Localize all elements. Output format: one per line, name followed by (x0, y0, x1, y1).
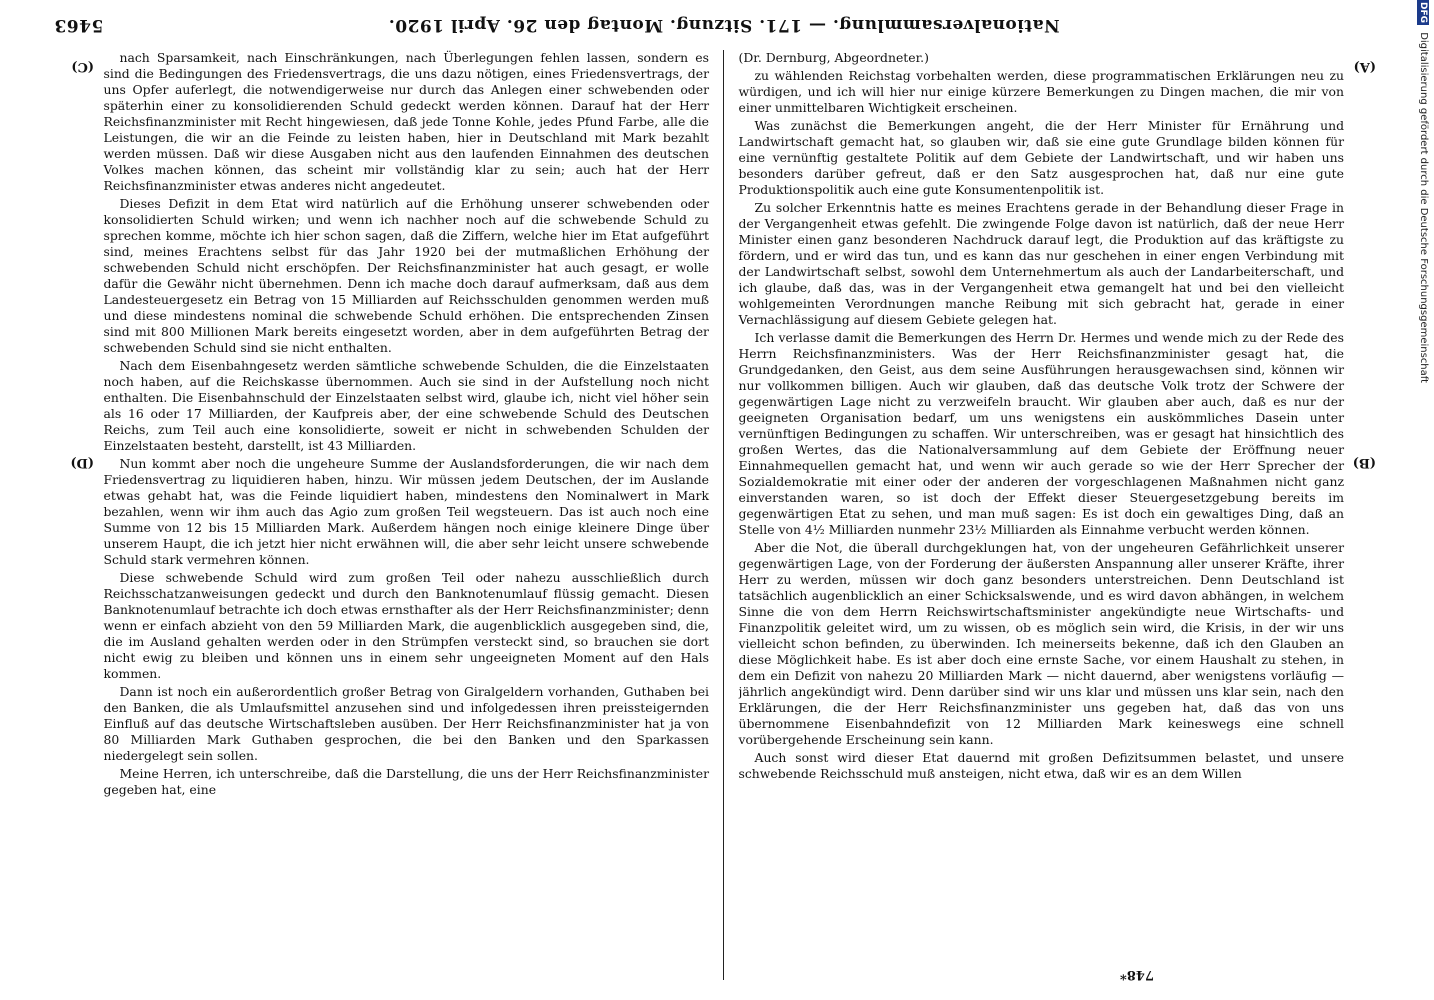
paragraph: Nun kommt aber noch die ungeheure Summe der Auslandsforderungen, die wir nach dem Friedensvertrag zu liquidieren haben, hinzu. Wir müssen jedem Deutschen, der im Auslande etwas gehabt hat, was die Feinde liquidiert haben, mindestens den Nominalwert in Mark bezahlen, wenn wir ihm auch das Agio zum großen Teil wegsteuern. Das ist auch noch eine Summe von 12 bis 15 Milliarden Mark. Außerdem hängen noch einige kleinere Dinge über unserem Haupt, die ich jetzt hier nicht erwähnen will, die aber sehr leicht unsere schwebende Schuld stark vermehren können. (104, 456, 710, 567)
paragraph: zu wählenden Reichstag vorbehalten werden, diese programmatischen Erklärungen neu zu würdigen, und ich will hier nur einige kürzere Bemerkungen zu Dingen machen, die mir von einer unmittelbaren Wichtigkeit erscheinen. (738, 68, 1344, 115)
paragraph: Aber die Not, die überall durchgeklungen hat, von der ungeheuren Gefährlichkeit unserer gegenwärtigen Lage, von der Forderung der äußersten Anspannung aller unserer Kräfte, ihrer Herr zu werden, müssen wir doch ganz besonders unterstreichen. Denn Deutschland ist tatsächlich augenblicklich an einer Schicksalswende, und es wird davon abhängen, in welchem Sinne die von dem Herrn Reichswirtschaftsminister angekündigte neue Wirtschafts- und Finanzpolitik geleitet wird, um zu wissen, ob es möglich sein wird, die Krisis, in der wir uns vielleicht schon befinden, zu überwinden. Ich meinerseits bekenne, daß ich den Glauben an diese Möglichkeit habe. Es ist aber doch eine ernste Sache, vor einem Haushalt zu stehen, in dem ein Defizit von nahezu 20 Milliarden Mark — nicht dauernd, aber wenigstens vorläufig — jährlich angekündigt wird. Denn darüber sind wir uns klar und müssen uns klar sein, nach den Erklärungen, die der Herr Reichsfinanzminister uns gegeben hat, daß das von uns übernommene Eisenbahndefizit von 12 Milliarden Mark keineswegs eine schnell vorübergehende Erscheinung sein kann. (738, 540, 1344, 747)
margin-mark-d: (D) (70, 455, 94, 470)
paragraph: Ich verlasse damit die Bemerkungen des Herrn Dr. Hermes und wende mich zu der Rede des Herrn Reichsfinanzministers. Was der Herr Reichsfinanzminister gesagt hat, die Grundgedanken, den Geist, aus dem seine Ausführungen herausgewachsen sind, können wir nur vollkommen billigen. Auch wir glauben, daß das deutsche Volk trotz der Schwere der gegenwärtigen Lage nicht zu verzweifeln braucht. Wir glauben aber auch, daß es nur der geeigneten Organisation bedarf, um uns wenigstens ein auskömmliches Dasein unter vernünftigen Bedingungen zu schaffen. Wir unterschreiben, was er gesagt hat hinsichtlich des großen Wertes, das die Nationalversammlung auf dem Gebiete der Eröffnung neuer Einnahmequellen gemacht hat, und wenn wir auch gerade so wie der Herr Sprecher der Sozialdemokratie mit einer oder der anderen der vorgeschlagenen Maßnahmen nicht ganz einverstanden waren, so ist doch der Effekt dieser Steuergesetzgebung bereits im gegenwärtigen Etat zu sehen, und man muß sagen: Es ist doch ein gewaltiges Ding, daß an Stelle von 4½ Milliarden nunmehr 23½ Milliarden als Einnahme verbucht werden können. (738, 330, 1344, 537)
page-number: 5463 (54, 15, 104, 35)
speaker-attribution: (Dr. Dernburg, Abgeordneter.) (738, 50, 929, 65)
margin-mark-c: (C) (71, 59, 94, 74)
margin-mark-a: (A) (1353, 59, 1376, 74)
paragraph: Was zunächst die Bemerkungen angeht, die der Herr Minister für Ernährung und Landwirtschaft gemacht hat, so glauben wir, daß sie eine gute Grundlage bilden können für eine vernünftig gestaltete Politik auf dem Gebiete der Landwirtschaft, und wir haben uns besonders darüber gefreut, daß er den Satz ausgesprochen hat, daß nur eine gute Produktionspolitik auch eine gute Konsumentenpolitik ist. (738, 118, 1344, 197)
signature-mark: 748* (1120, 967, 1154, 982)
paragraph: Dieses Defizit in dem Etat wird natürlich auf die Erhöhung unserer schwebenden oder konsolidierten Schuld wirken; und wenn ich nachher noch auf die schwebende Schuld zu sprechen komme, möchte ich hier schon sagen, daß die Ziffern, welche hier im Etat aufgeführt sind, meines Erachtens selbst für das Jahr 1920 bei der mutmaßlichen Erhöhung der schwebenden Schuld nicht erschöpfen. Der Reichsfinanzminister hat auch gesagt, er wolle dafür die Gewähr nicht übernehmen. Denn ich mache doch darauf aufmerksam, daß aus dem Landesteuergesetz ein Betrag von 15 Milliarden auf Reichsschulden genommen werden muß und diese mindestens nominal die schwebende Schuld erhöhen. Die entsprechenden Zinsen sind mit 800 Millionen Mark bereits eingesetzt worden, aber in dem aufgeführten Betrag der schwebenden Schuld sind sie nicht enthalten. (104, 196, 710, 355)
column-divider (724, 50, 725, 980)
paragraph: Auch sonst wird dieser Etat dauernd mit großen Defizitsummen belastet, und unsere schwebende Reichsschuld muß ansteigen, nicht etwa, daß wir es an dem Willen (738, 750, 1344, 781)
paragraph: Zu solcher Erkenntnis hatte es meines Erachtens gerade in der Behandlung dieser Frage in der Vergangenheit etwas gefehlt. Die zwingende Folge davon ist natürlich, daß der neue Herr Minister einen ganz besonderen Nachdruck darauf legt, die Produktion auf das kräftigste zu fördern, und er wird das tun, und es kann das nur geschehen in einer engen Verbindung mit der Landwirtschaft selbst, sowohl dem Unternehmertum als auch der Landarbeiterschaft, und ich glaube, daß das, was in der Vergangenheit etwa gemangelt hat und bei den vielleicht wohlgemeinten Verordnungen manche Reibung mit sich gebracht hat, gerade in einer Vernachlässigung auf diesem Gebiete gelegen hat. (738, 200, 1344, 327)
column-left (739, 50, 1345, 980)
paragraph: Nach dem Eisenbahngesetz werden sämtliche schwebende Schulden, die die Einzelstaaten noch haben, auf die Reichskasse übernommen. Auch sie sind in der Aufstellung noch nicht enthalten. Die Eisenbahnschuld der Einzelstaaten selbst wird, glaube ich, nicht viel höher sein als 16 oder 17 Milliarden, der Kaufpreis aber, der eine schwebende Schuld des Deutschen Reichs, zum Teil auch eine konsolidierte, soweit er nicht in schwebenden Schulden der Einzelstaaten besteht, darstellt, ist 43 Milliarden. (104, 358, 710, 453)
margin-mark-b: (B) (1352, 455, 1376, 470)
page-title: Nationalversammlung. — 171. Sitzung. Montag den 26. April 1920. (388, 15, 1060, 35)
paragraph: Meine Herren, ich unterschreibe, daß die Darstellung, die uns der Herr Reichsfinanzminister gegeben hat, eine (104, 766, 710, 797)
paragraph: Diese schwebende Schuld wird zum großen Teil oder nahezu ausschließlich durch Reichsschatzanweisungen gedeckt und durch den Banknotenumlauf flüssig gemacht. Diesen Banknotenumlauf betrachte ich doch etwas ernsthafter als der Herr Reichsfinanzminister; denn wenn er einfach abzieht von den 59 Milliarden Mark, die augenblicklich ausgegeben sind, die, die im Ausland gehalten werden oder in den Strümpfen versteckt sind, so brauchen sie dort nicht ewig zu bleiben und können uns in einem sehr ungeeigneten Moment auf den Hals kommen. (104, 570, 710, 681)
paragraph: Dann ist noch ein außerordentlich großer Betrag von Giralgeldern vorhanden, Guthaben bei den Banken, die als Umlaufsmittel anzusehen sind und infolgedessen ihren preissteigernden Einfluß auf das deutsche Wirtschaftsleben ausüben. Der Herr Reichsfinanzminister hat ja von 80 Milliarden Mark Guthaben gesprochen, die bei den Banken und den Sparkassen niedergelegt sein sollen. (104, 684, 710, 763)
column-right (104, 50, 710, 980)
footer-text: Digitalisierung gefördert durch die Deutsche Forschungsgemeinschaft (1418, 32, 1429, 384)
dfg-logo-icon: DFG (1418, 2, 1428, 24)
paragraph: nach Sparsamkeit, nach Einschränkungen, nach Überlegungen fehlen lassen, sondern es sind die Bedingungen des Friedensvertrags, die uns dazu nötigen, eines Friedensvertrags, der uns Opfer auferlegt, die notwendigerweise nur durch das Anlegen einer schwebenden oder späterhin einer zu konsolidierenden Schuld gedeckt werden können. Darauf hat der Herr Reichsfinanzminister mit Recht hingewiesen, daß jede Tonne Kohle, jedes Pfund Farbe, alle die Leistungen, die wir an die Feinde zu leisten haben, hier in Deutschland mit Mark bezahlt werden müssen. Daß wir diese Ausgaben nicht aus den laufenden Einnahmen des deutschen Volkes machen können, das scheint mir vollständig klar zu sein; auch hat der Herr Reichsfinanzminister etwas anderes nicht angedeutet. (104, 50, 710, 193)
text-columns (104, 50, 1344, 980)
page-header (54, 10, 1394, 40)
digitization-footer (1412, 0, 1434, 1000)
